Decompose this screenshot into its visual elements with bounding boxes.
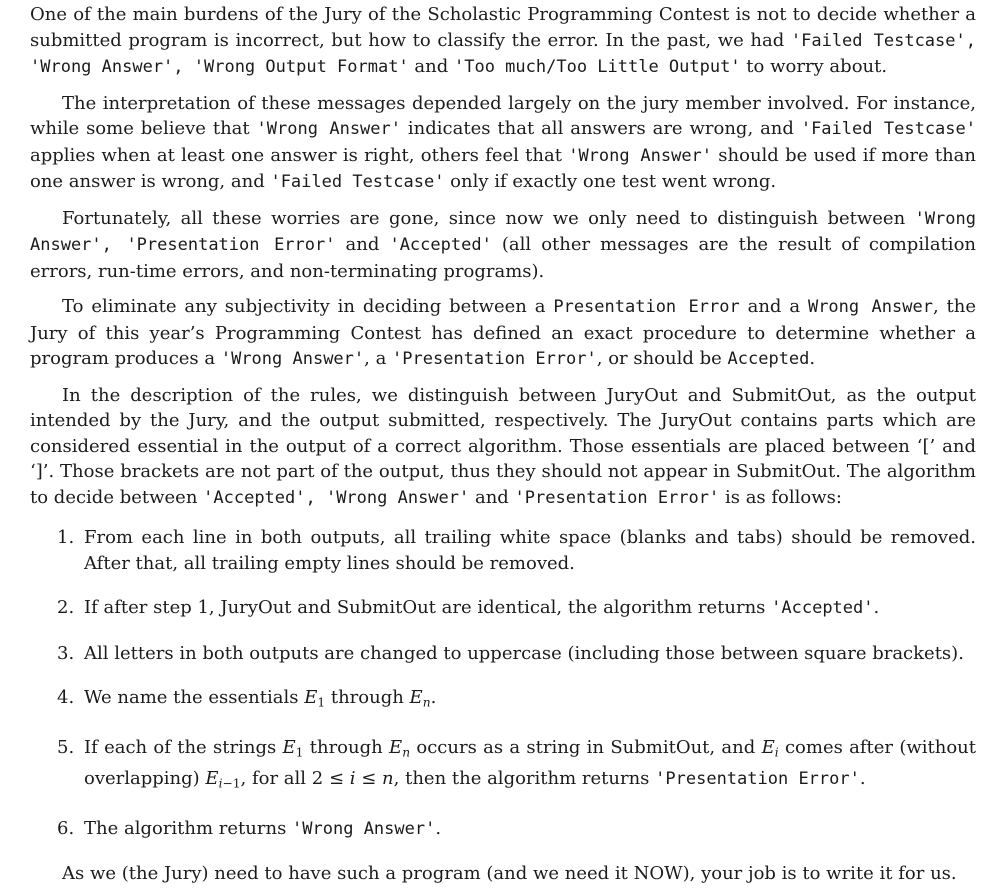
code-span: 'Failed Testcase' bbox=[800, 119, 977, 139]
text-span: . bbox=[873, 597, 880, 618]
paragraph bbox=[30, 91, 976, 196]
code-span: 'Failed Testcase', 'Wrong Answer', 'Wrong Output Format' bbox=[30, 30, 976, 77]
paragraph bbox=[30, 861, 976, 887]
paragraph bbox=[30, 206, 976, 285]
paragraph bbox=[30, 383, 976, 512]
text-span: , or should be bbox=[596, 348, 728, 369]
text-span: From each line in both outputs, all trailing white space (blanks and tabs) should be removed. After that, all trailing empty lines should be removed. bbox=[84, 527, 976, 574]
text-span: and a bbox=[739, 296, 808, 317]
paragraph bbox=[30, 294, 976, 373]
text-span: is as follows: bbox=[719, 486, 842, 508]
text-span: 1 bbox=[317, 695, 326, 710]
text-span: occurs as a string in SubmitOut, and bbox=[410, 736, 762, 758]
text-span: 1 bbox=[295, 745, 304, 760]
text-span: n bbox=[382, 767, 394, 789]
text-span: One of the main burdens of the Jury of the Scholastic Programming Contest is not to decide whether a submitted program is incorrect, but how to classify the error. In the past, we had bbox=[30, 4, 976, 51]
text-span: , a bbox=[364, 348, 393, 369]
code-span: 'Accepted' bbox=[771, 598, 874, 618]
text-span: applies when at least one answer is right, others feel that bbox=[30, 144, 569, 166]
code-span: 'Failed Testcase' bbox=[270, 172, 445, 192]
text-span: E bbox=[389, 736, 403, 758]
text-span: In the description of the rules, we distinguish between JuryOut and SubmitOut, as the output intended by the Jury, and the output submitted, respectively. The JuryOut contains parts which are considered essential in the output of a correct algorithm. Those essentials are placed between ‘[’ and ‘]’. Those brackets are not part of the output, thus they should not appear in SubmitOut. The algorithm to decide between bbox=[30, 384, 976, 508]
text-span: If each of the strings bbox=[84, 736, 283, 758]
text-span: As we (the Jury) need to have such a program (and we need it NOW), your job is to write it for us. bbox=[62, 863, 957, 885]
text-span: To eliminate any subjectivity in deciding between a bbox=[62, 296, 554, 317]
text-span: indicates that all answers are wrong, and bbox=[401, 118, 801, 139]
text-span: , then the algorithm returns bbox=[393, 767, 656, 789]
text-span: comes after (without overlapping) bbox=[84, 736, 976, 789]
algorithm-steps-list bbox=[30, 525, 976, 842]
list-item bbox=[30, 525, 976, 576]
list-item-number: 6. bbox=[57, 817, 75, 839]
list-item-number: 2. bbox=[57, 597, 75, 618]
text-span: E bbox=[282, 736, 296, 758]
list-item bbox=[30, 595, 976, 622]
text-span: . bbox=[809, 348, 816, 369]
text-span: , for all 2 ≤ bbox=[240, 767, 350, 789]
paragraph bbox=[30, 2, 976, 81]
text-span: and bbox=[335, 234, 390, 255]
list-item-number: 1. bbox=[57, 527, 75, 548]
list-item-number: 4. bbox=[57, 687, 75, 708]
code-span: 'Wrong Answer' bbox=[256, 119, 402, 139]
code-span: 'Wrong Answer' bbox=[568, 145, 713, 166]
code-span: 'Presentation Error' bbox=[392, 349, 597, 369]
list-item bbox=[30, 816, 976, 843]
list-item-number: 3. bbox=[57, 642, 75, 664]
code-span: Accepted bbox=[727, 349, 810, 369]
text-span: through bbox=[325, 687, 410, 708]
code-span: 'Presentation Error' bbox=[655, 768, 860, 789]
text-span: only if exactly one test went wrong. bbox=[444, 171, 777, 192]
text-span: n bbox=[402, 745, 411, 760]
code-span: Presentation Error bbox=[553, 297, 740, 317]
code-span: 'Wrong Answer', 'Presentation Error' bbox=[30, 208, 976, 255]
text-span: to worry about. bbox=[740, 56, 888, 77]
text-span: We name the essentials bbox=[84, 687, 305, 708]
text-span: and bbox=[408, 56, 454, 77]
text-span: E bbox=[205, 767, 219, 789]
text-span: n bbox=[422, 695, 431, 710]
code-span: 'Too much/Too Little Output' bbox=[454, 57, 741, 77]
text-span: The interpretation of these messages depended largely on the jury member involved. For instance, while some believe that bbox=[30, 92, 976, 139]
text-span: Fortunately, all these worries are gone, since now we only need to distinguish between bbox=[62, 207, 915, 229]
text-span: . bbox=[435, 817, 442, 839]
text-span: through bbox=[303, 736, 390, 758]
code-span: 'Presentation Error' bbox=[514, 487, 720, 508]
text-span: The algorithm returns bbox=[84, 817, 293, 839]
text-span: E bbox=[761, 736, 775, 758]
text-span: (all other messages are the result of compilation errors, run-time errors, and non-terminating programs). bbox=[30, 234, 976, 282]
text-span: i bbox=[349, 767, 356, 789]
text-span: If after step 1, JuryOut and SubmitOut are identical, the algorithm returns bbox=[84, 597, 772, 618]
code-span: 'Accepted', 'Wrong Answer' bbox=[203, 487, 470, 508]
text-span: . bbox=[430, 687, 437, 708]
code-span: 'Wrong Answer' bbox=[220, 349, 365, 369]
list-item bbox=[30, 641, 976, 667]
text-span: i bbox=[774, 745, 779, 760]
code-span: 'Wrong Answer' bbox=[292, 818, 436, 839]
text-span: ≤ bbox=[355, 767, 383, 789]
text-span: −1 bbox=[222, 776, 241, 791]
list-item bbox=[30, 685, 976, 716]
text-span: i bbox=[218, 776, 223, 791]
text-span: and bbox=[469, 486, 515, 508]
text-span: , the Jury of this year’s Programming Contest has defined an exact procedure to determine whether a program produces a bbox=[30, 296, 977, 369]
text-span: should be used if more than one answer is wrong, and bbox=[30, 144, 976, 192]
text-span: All letters in both outputs are changed to uppercase (including those between square brackets). bbox=[84, 642, 964, 664]
list-item-number: 5. bbox=[57, 736, 75, 758]
text-span: . bbox=[859, 767, 866, 789]
code-span: Wrong Answer bbox=[807, 297, 933, 317]
text-span: E bbox=[409, 687, 423, 708]
text-span: E bbox=[304, 687, 318, 708]
list-item bbox=[30, 735, 976, 797]
code-span: 'Accepted' bbox=[389, 235, 492, 255]
